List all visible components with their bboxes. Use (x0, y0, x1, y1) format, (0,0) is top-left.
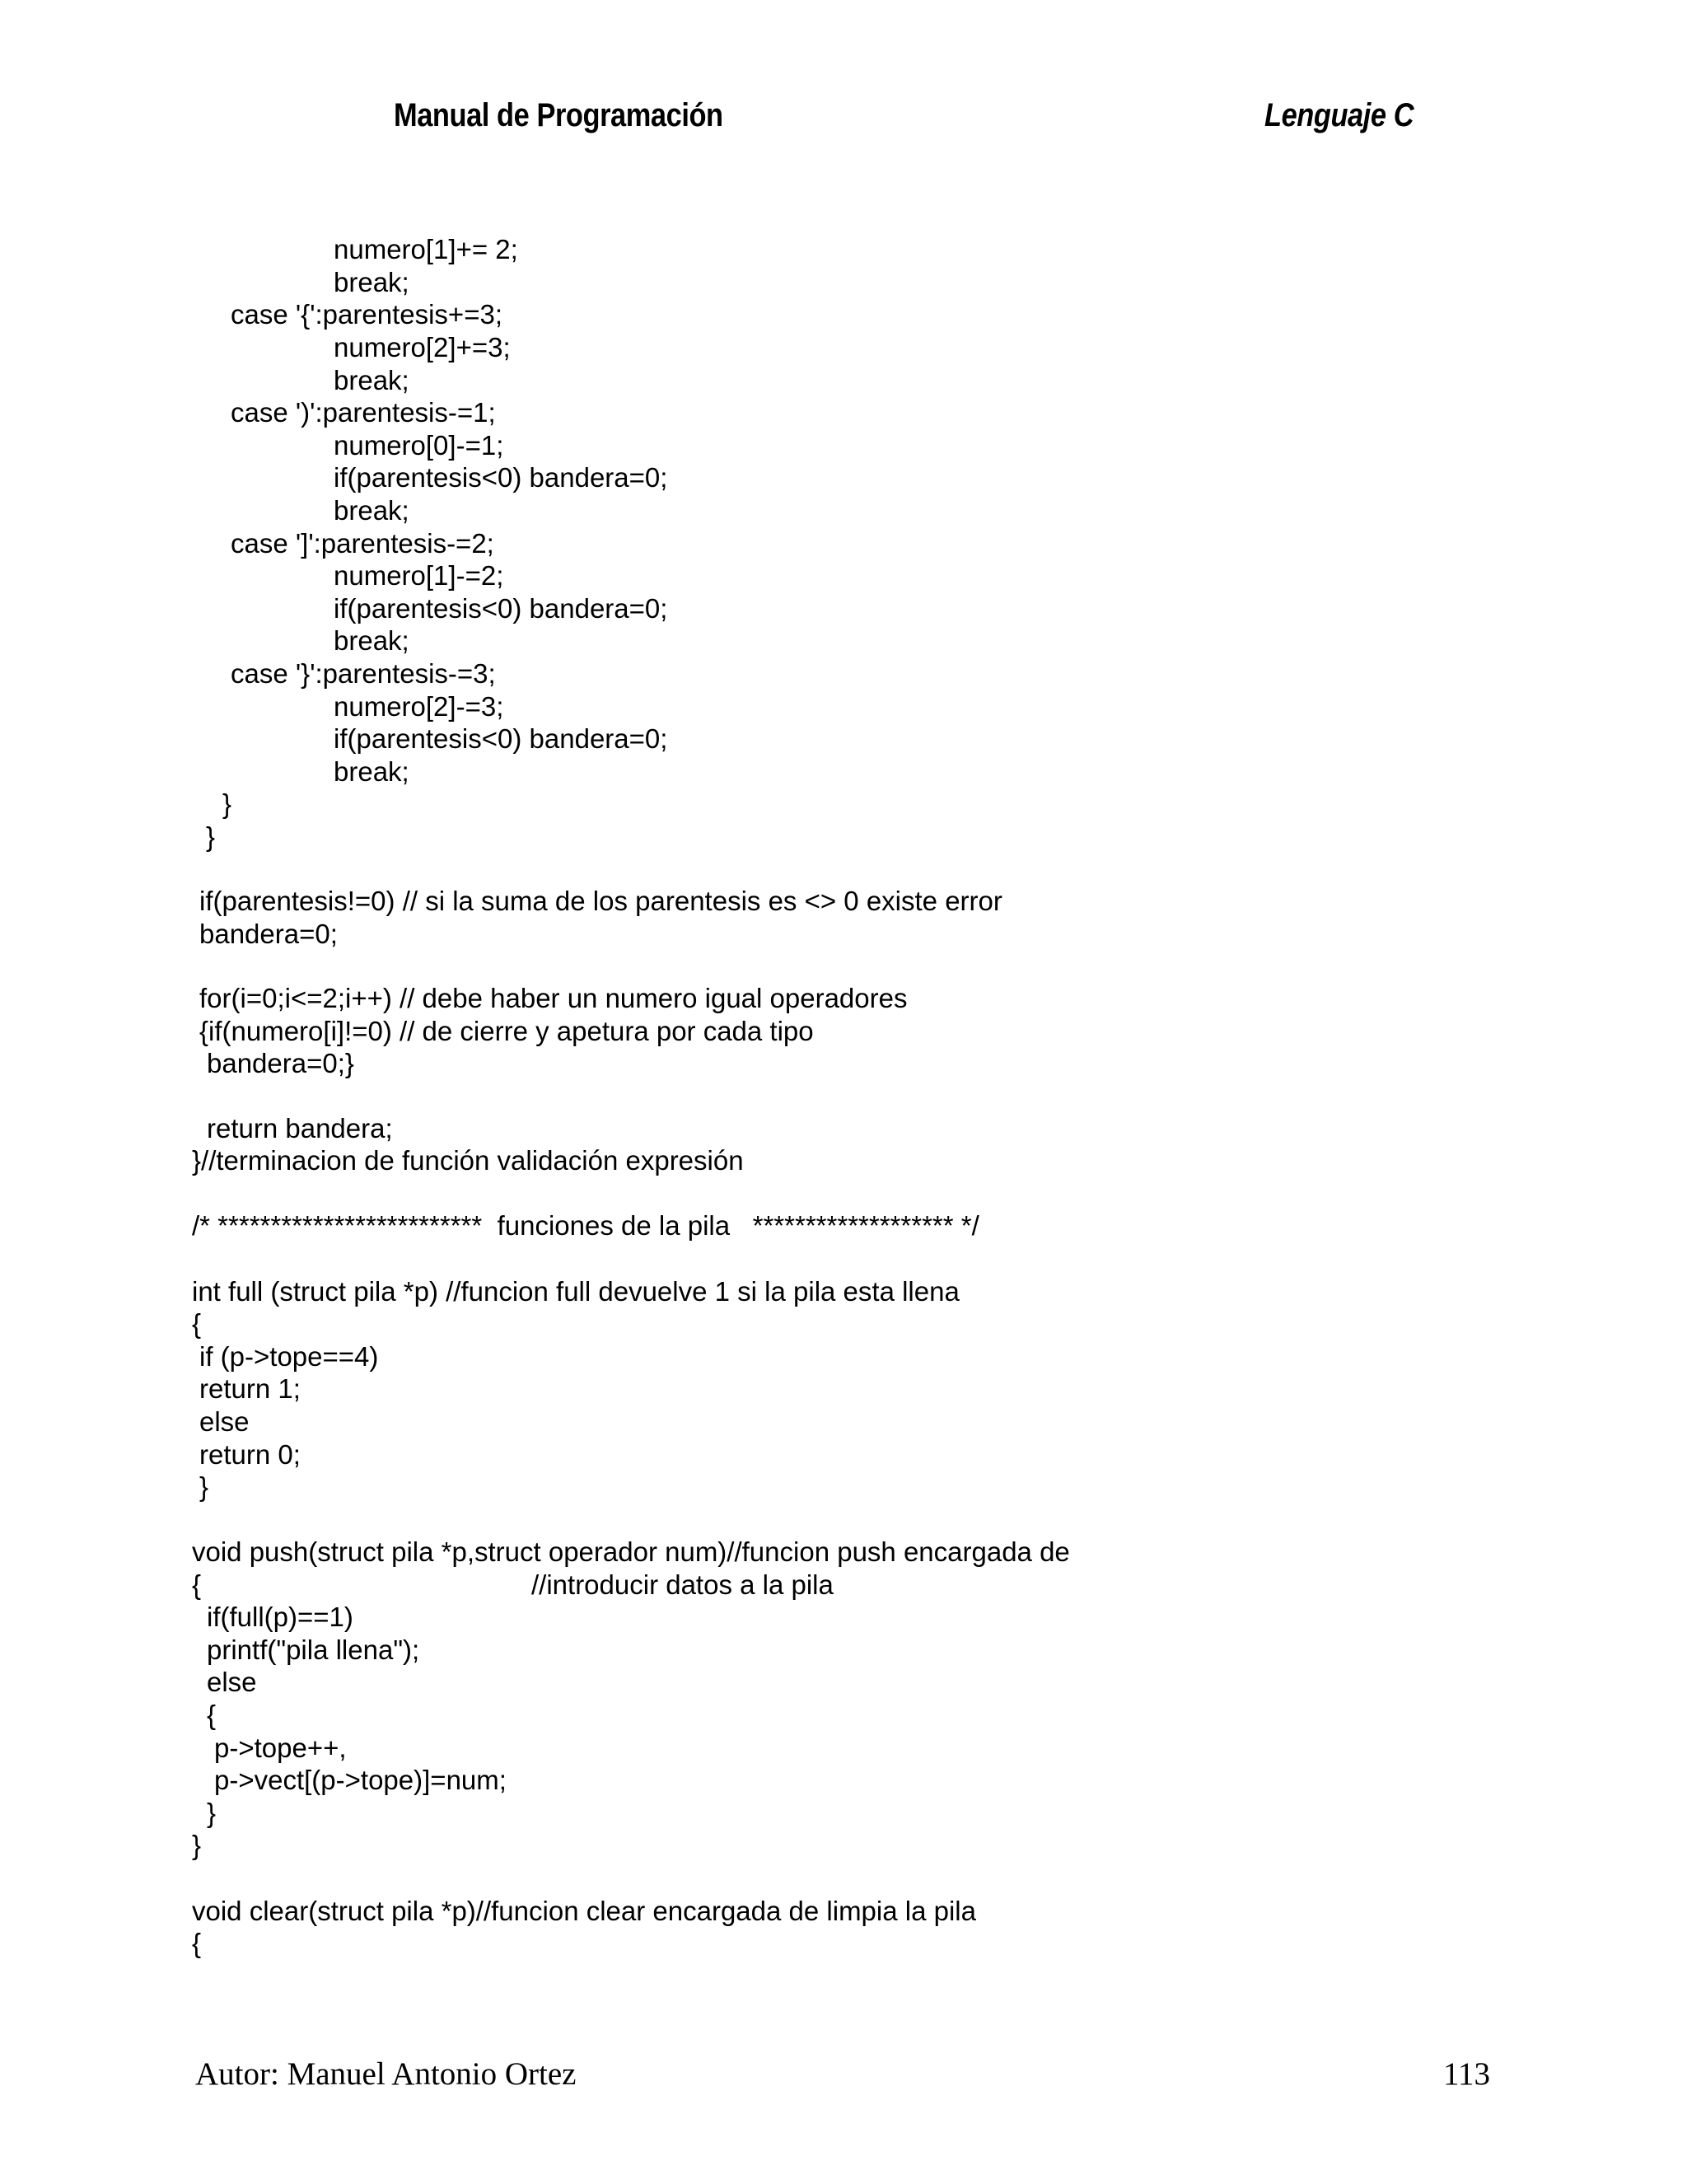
code-line: return bandera; (207, 1113, 393, 1143)
code-line: } (192, 1830, 202, 1860)
code-line: for(i=0;i<=2;i++) // debe haber un numero igual operadores (199, 983, 908, 1013)
code-line: numero[1]-=2; (334, 560, 504, 591)
code-line: void push(struct pila *p,struct operador num)//funcion push encargada de (192, 1536, 1070, 1567)
code-line: p->vect[(p->tope)]=num; (214, 1765, 507, 1795)
code-line: else (207, 1667, 257, 1697)
code-line: break; (334, 625, 409, 656)
code-line: {if(numero[i]!=0) // de cierre y apetura por cada tipo (199, 1016, 814, 1046)
code-line: void clear(struct pila *p)//funcion clear encargada de limpia la pila (192, 1896, 976, 1926)
code-line: break; (334, 756, 409, 787)
code-line: bandera=0; (199, 919, 338, 949)
code-line: /* ************************* funciones de la pila ******************* */ (192, 1210, 979, 1241)
page-number: 113 (1443, 2056, 1491, 2092)
code-line: case '}':parentesis-=3; (231, 658, 496, 689)
code-line: case ')':parentesis-=1; (231, 397, 496, 428)
code-line: if(parentesis<0) bandera=0; (334, 462, 668, 493)
code-line: { (192, 1569, 202, 1600)
code-line: { (192, 1308, 202, 1339)
page-header-title: Manual de Programación (394, 97, 723, 133)
code-line: { (207, 1700, 217, 1730)
code-line: if(parentesis!=0) // si la suma de los parentesis es <> 0 existe error (199, 886, 1002, 916)
code-line: bandera=0;} (207, 1048, 354, 1078)
code-line: break; (334, 267, 409, 297)
code-line: numero[2]+=3; (334, 332, 511, 362)
page-header-subject: Lenguaje C (1264, 97, 1414, 133)
code-line: case '{':parentesis+=3; (231, 299, 502, 330)
code-line: if(full(p)==1) (207, 1602, 353, 1632)
code-line: } (199, 1471, 209, 1502)
code-line: int full (struct pila *p) //funcion full devuelve 1 si la pila esta llena (192, 1276, 960, 1307)
code-line: //introducir datos a la pila (531, 1569, 834, 1600)
code-line: if(parentesis<0) bandera=0; (334, 593, 668, 624)
code-line: if (p->tope==4) (199, 1341, 379, 1372)
code-line: if(parentesis<0) bandera=0; (334, 723, 668, 754)
code-line: { (192, 1928, 202, 1958)
code-line: printf("pila llena"); (207, 1634, 420, 1665)
code-line: break; (334, 365, 409, 395)
code-line: return 1; (199, 1373, 301, 1404)
code-line: } (222, 788, 232, 819)
page-footer-author: Autor: Manuel Antonio Ortez (195, 2056, 577, 2092)
code-line: numero[1]+= 2; (334, 234, 518, 264)
code-line: numero[2]-=3; (334, 691, 504, 722)
code-line: p->tope++, (214, 1733, 347, 1763)
code-line: break; (334, 495, 409, 526)
code-line: return 0; (199, 1439, 301, 1470)
code-line: numero[0]-=1; (334, 430, 504, 461)
code-line: }//terminacion de función validación expresión (192, 1145, 744, 1176)
code-line: else (199, 1406, 250, 1437)
code-line: } (207, 1798, 217, 1828)
code-line: } (206, 821, 216, 852)
code-line: case ']':parentesis-=2; (231, 528, 494, 559)
